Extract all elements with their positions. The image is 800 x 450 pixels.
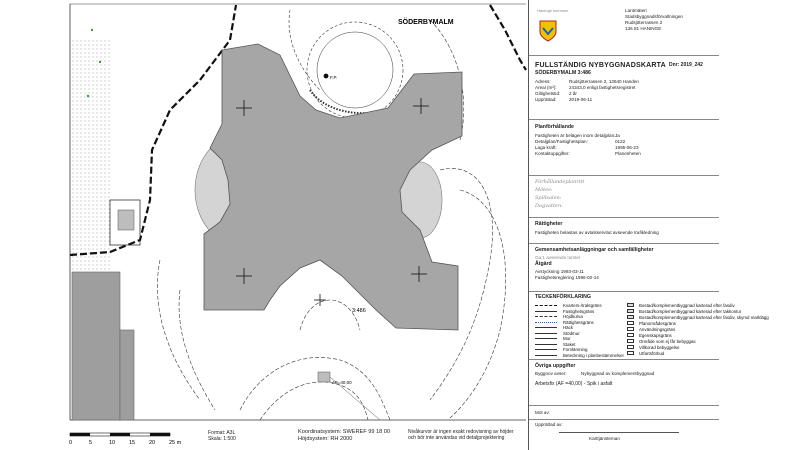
signoff-mot: [529, 406, 719, 420]
other-info-section: [529, 360, 719, 406]
legend-label: Häck: [563, 325, 574, 330]
legend-label: Beteckning i planbestämmelser: [563, 352, 625, 358]
legend-label: Fornlämning: [563, 347, 588, 352]
legend-swatch: [627, 339, 634, 343]
scalebar-tick-label: 15: [129, 440, 136, 446]
rights-section: [529, 218, 719, 244]
signoff-upprattad: [529, 420, 719, 450]
org-address: Rudsjöterrassen 2: [625, 20, 663, 25]
property-boundary-east: [490, 5, 526, 70]
legend-swatch: [627, 315, 634, 319]
legend-swatch: [627, 351, 634, 355]
legend-swatch: [627, 333, 634, 337]
legend-symbol: [535, 311, 557, 312]
scalebar-tick-label: 20: [149, 440, 156, 446]
disclaimer-line-1: Nivåkurvor är ingen exakt redovisning av höjder: [408, 429, 514, 435]
handwritten-note: Spillsalen:: [535, 195, 562, 201]
scalebar-tick-label: 5: [89, 440, 93, 446]
legend-symbol: [535, 338, 557, 339]
legend-symbol: [535, 316, 557, 317]
legend-symbol: [535, 333, 557, 334]
contour-6: [157, 260, 200, 400]
info-value: 2 år: [569, 91, 577, 96]
legend-label: Stödmur: [563, 330, 580, 336]
scale-label: Skala: 1:500: [208, 436, 236, 442]
info-label: Upprättad:: [535, 97, 557, 102]
dnr-label: Dnr: 2019_242: [669, 62, 703, 68]
map-title: FULLSTÄNDIG NYBYGGNADSKARTA: [535, 62, 666, 69]
measure-heading: Åtgärd: [535, 261, 552, 267]
scale-bar: [66, 425, 182, 446]
scalebar-tick-label: 0: [69, 440, 73, 446]
info-value: Rudsjöterrassen 2, 13640 Handen: [569, 79, 639, 84]
contour-9: [289, 10, 320, 90]
plaza-ring-inner: [317, 32, 393, 108]
legend-label: Höjdkurva: [563, 314, 583, 319]
upprattad-label: Upprättad av:: [535, 422, 563, 427]
legend-swatch: [627, 309, 634, 313]
legend-swatch: [627, 345, 634, 349]
legend-heading: TECKENFÖRKLARING: [535, 294, 591, 300]
property-name: SÖDERBYMALM 3:486: [535, 70, 591, 76]
legend-label: Planområdesgräns: [639, 321, 676, 326]
other-label: Byggnov avser:: [535, 371, 567, 376]
other-heading: Övriga uppgifter: [535, 363, 576, 369]
info-value: 24343,0 enligt fastighetsregistret: [569, 85, 636, 90]
legend-label: Egenskapsgräns: [639, 333, 672, 338]
info-value: 2019-06-11: [569, 97, 593, 102]
legend-swatch: [627, 321, 634, 325]
fixed-point-label: F.P.: [330, 75, 338, 80]
legend-label: Staket: [563, 341, 576, 347]
legend-swatch: [627, 303, 634, 307]
neighbour-building-1: [72, 272, 120, 420]
org-header: [529, 0, 719, 56]
fixed-point-marker: [324, 74, 329, 79]
legend-swatch: [627, 327, 634, 331]
plan-label: Kontaktuppgifter:: [535, 151, 570, 156]
legend-label: Kvarters-/traktgräns: [563, 303, 602, 308]
legend-label: Villkorad bebyggelse: [639, 345, 680, 350]
height-system-label: Höjdsystem: RH 2000: [298, 436, 353, 442]
rights-text: Fastigheten belastas av avtalsservitut avseende trafikledning: [535, 230, 659, 235]
handwritten-note: Förhållandeplanritt: [535, 179, 585, 185]
plan-section: [529, 120, 719, 176]
plaza-ring-outer: [307, 22, 403, 118]
legend-label: Bostad/komplementbyggnad karterad efter takkontur: [639, 309, 742, 314]
legend-symbol: [535, 322, 557, 323]
legend-label: Område som ej får bebyggas: [639, 339, 696, 344]
plan-handwritten-section: [529, 176, 719, 218]
other-value: Nybyggnad av komplementbyggnad: [581, 371, 655, 376]
plan-value: Ja: [615, 133, 620, 138]
dept-line-1: Lantmäteri: [625, 8, 647, 13]
coord-system-label: Koordinatsystem: SWEREF 99 18 00: [298, 429, 391, 435]
contour-3: [300, 300, 360, 330]
plan-value: 1995-06-23: [615, 145, 639, 150]
map-info-panel: [528, 0, 800, 450]
scalebar-tick-label: 25 m: [169, 440, 182, 446]
legend-symbol: [535, 305, 557, 306]
title-block: [529, 56, 719, 120]
disclaimer-line-2: och bör inte användas vid detaljprojektering: [408, 435, 505, 441]
handwritten-note: Mötes:: [535, 187, 553, 193]
af-marker-box: [318, 372, 330, 382]
neighbour-building-2: [120, 330, 134, 420]
small-building: [118, 210, 134, 230]
municipality-crest-icon: [539, 20, 557, 42]
handwritten-note: Dagvatten:: [535, 203, 563, 209]
plan-label: Fastigheten är belägen inom detaljplan:: [535, 133, 616, 138]
legend-symbol: [535, 327, 557, 328]
plan-value: 0122: [615, 139, 626, 144]
vegetation-area: [72, 40, 112, 280]
contour-1: [240, 357, 390, 420]
legend-label: Rättighetsgräns: [563, 319, 594, 325]
info-label: Areal (m²):: [535, 85, 557, 90]
measure-line-2: Fastighetsreglering 1996-02-14: [535, 275, 599, 280]
legend-label: Användningsgräns: [639, 327, 676, 332]
parcel-label: 3:486: [352, 308, 366, 314]
legend-symbol: [535, 355, 557, 356]
format-label: Format: A3L: [208, 430, 236, 436]
af-label: AF=40,00: [332, 380, 352, 385]
scalebar-tick-label: 10: [109, 440, 116, 446]
other-note: Arbetsfix (AF =40,00) - Spik i asfalt: [535, 381, 613, 387]
legend-label: Mur: [563, 336, 571, 341]
signature-label: Karttjänsteman: [589, 436, 620, 441]
info-label: Adress:: [535, 79, 551, 84]
mot-label: Mot av:: [535, 410, 551, 415]
plan-value: Planenheten: [615, 151, 641, 156]
logo-text: Haninge kommun: [537, 8, 569, 13]
contour-2: [260, 382, 368, 420]
plan-heading: Planförhållande: [535, 124, 574, 130]
district-label: SÖDERBYMALM: [398, 19, 454, 26]
measure-line-1: Avstyckning 1993-03-11: [535, 269, 584, 274]
legend-symbol: [535, 344, 557, 345]
legend-label: Utfartsförbud: [639, 351, 665, 356]
legend-symbol: [535, 349, 557, 350]
rights-heading: Rättigheter: [535, 221, 563, 227]
plan-label: Laga kraft:: [535, 145, 557, 150]
legend-label: Bostad/komplementbyggnad karterad efter fasdiv, skymd marklägg: [639, 315, 769, 320]
dept-line-2: Stadsbyggnadsförvaltningen: [625, 14, 683, 19]
info-label: Giltighetstid:: [535, 91, 561, 96]
legend-label: Fastighetsgräns: [563, 308, 595, 314]
legend-label: Bostad/komplementbyggnad karterad efter fasdiv: [639, 303, 735, 308]
joint-facilities-section: [529, 244, 719, 292]
joint-heading: Gemensamhetsanläggningar och samfälligheter: [535, 247, 654, 253]
legend-section: [529, 292, 769, 360]
org-postal: 136 81 HANINGE: [625, 26, 662, 31]
plan-label: Detaljplan/Fastighetsplan:: [535, 139, 588, 144]
signature-line: [559, 432, 679, 433]
joint-text: Ga:1 avseende tomter: [535, 255, 581, 260]
